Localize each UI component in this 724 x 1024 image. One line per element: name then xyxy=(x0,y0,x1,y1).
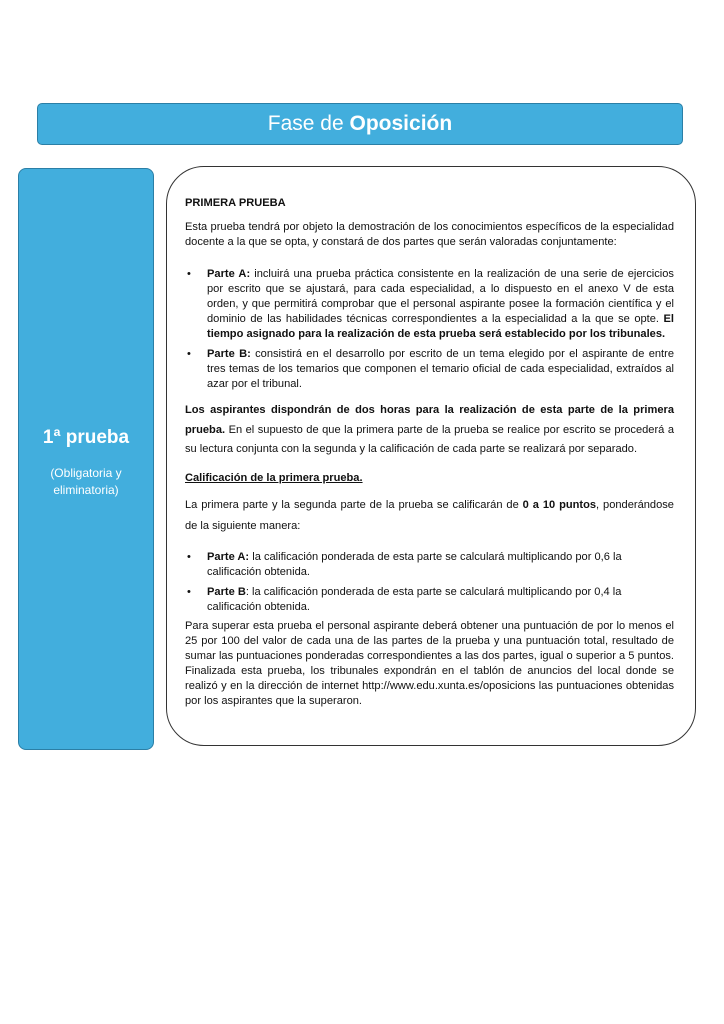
duration-rest: En el supuesto de que la primera parte de la prueba se realice por escrito se procederá a su lectura conjunta con la segunda y la calificación de cada parte se realizará por separado. xyxy=(185,423,674,455)
calification-list xyxy=(185,550,674,615)
part-label: Parte B: xyxy=(207,348,251,360)
part-text: consistirá en el desarrollo por escrito de un tema elegido por el aspirante de entre tres temas de los temarios que componen el temario oficial de cada especialidad, extraídos al azar por el tribunal. xyxy=(207,348,674,390)
calif-part-label: Parte A: xyxy=(207,550,250,563)
closing-paragraph: Para superar esta prueba el personal aspirante deberá obtener una puntuación de por lo menos el 25 por 100 del valor de cada una de las partes de la prueba y una puntuación total, resultado de sumar las puntuaciones ponderadas correspondientes a las dos partes, igual o superior a 5 puntos. Finalizada esta prueba, los tribunales expondrán en el tablón de anuncios del local donde se realizó y en la dirección de internet http://www.edu.xunta.es/oposicions las puntuaciones obtenidas por los aspirantes que la superaron. xyxy=(185,619,674,707)
intro-paragraph: Esta prueba tendrá por objeto la demostración de los conocimientos específicos de la especialidad docente a la que se opta, y constará de dos partes que serán valoradas conjuntamente: xyxy=(185,221,674,248)
calif-part-text: : la calificación ponderada de esta parte se calculará multiplicando por 0,4 la calificación obtenida. xyxy=(207,585,622,613)
list-item xyxy=(185,585,674,615)
part-label: Parte A: xyxy=(207,268,251,280)
duration-bold: Los aspirantes dispondrán de dos horas para la realización de esta parte de la primera prueba. xyxy=(185,404,674,436)
calification-range: 0 a 10 puntos xyxy=(522,498,597,511)
list-item xyxy=(185,267,674,342)
list-item xyxy=(185,550,674,580)
content-body xyxy=(185,196,674,709)
banner-bold-word: Oposición xyxy=(349,112,453,135)
calif-part-label: Parte B xyxy=(207,585,246,598)
bullet-icon: • xyxy=(187,268,191,280)
list-item xyxy=(185,347,674,392)
bullet-icon: • xyxy=(187,585,191,598)
section-banner xyxy=(37,103,683,145)
calification-intro xyxy=(185,495,674,537)
calification-intro-post: , ponderándose de la siguiente manera: xyxy=(185,498,674,532)
calification-heading: Calificación de la primera prueba. xyxy=(185,471,363,484)
test-subtitle-line1: (Obligatoria y xyxy=(50,466,122,480)
banner-prefix: Fase de xyxy=(267,112,344,135)
parts-list xyxy=(185,267,674,392)
content-heading: PRIMERA PRUEBA xyxy=(185,197,286,209)
test-subtitle xyxy=(19,465,153,499)
test-sidebar xyxy=(18,168,154,750)
bullet-icon: • xyxy=(187,550,191,563)
test-subtitle-line2: eliminatoria) xyxy=(53,483,119,497)
bullet-icon: • xyxy=(187,348,191,360)
duration-paragraph xyxy=(185,401,674,460)
part-bold-tail: El tiempo asignado para la realización de esta prueba será establecido por los tribunales. xyxy=(207,313,674,340)
test-title: 1ª prueba xyxy=(42,427,130,448)
part-text: incluirá una prueba práctica consistente en la realización de una serie de ejercicios por escrito que se ajustará, para cada especialidad, a lo dispuesto en el anexo V de esta orden, y que permitirá comprobar que el personal aspirante posee la formación científica y el dominio de las habilidades técnicas correspondientes a la especialidad a la que se opte. xyxy=(207,268,674,325)
calification-intro-pre: La primera parte y la segunda parte de la prueba se calificarán de xyxy=(185,498,523,511)
calif-part-text: la calificación ponderada de esta parte se calculará multiplicando por 0,6 la calificación obtenida. xyxy=(207,550,622,578)
